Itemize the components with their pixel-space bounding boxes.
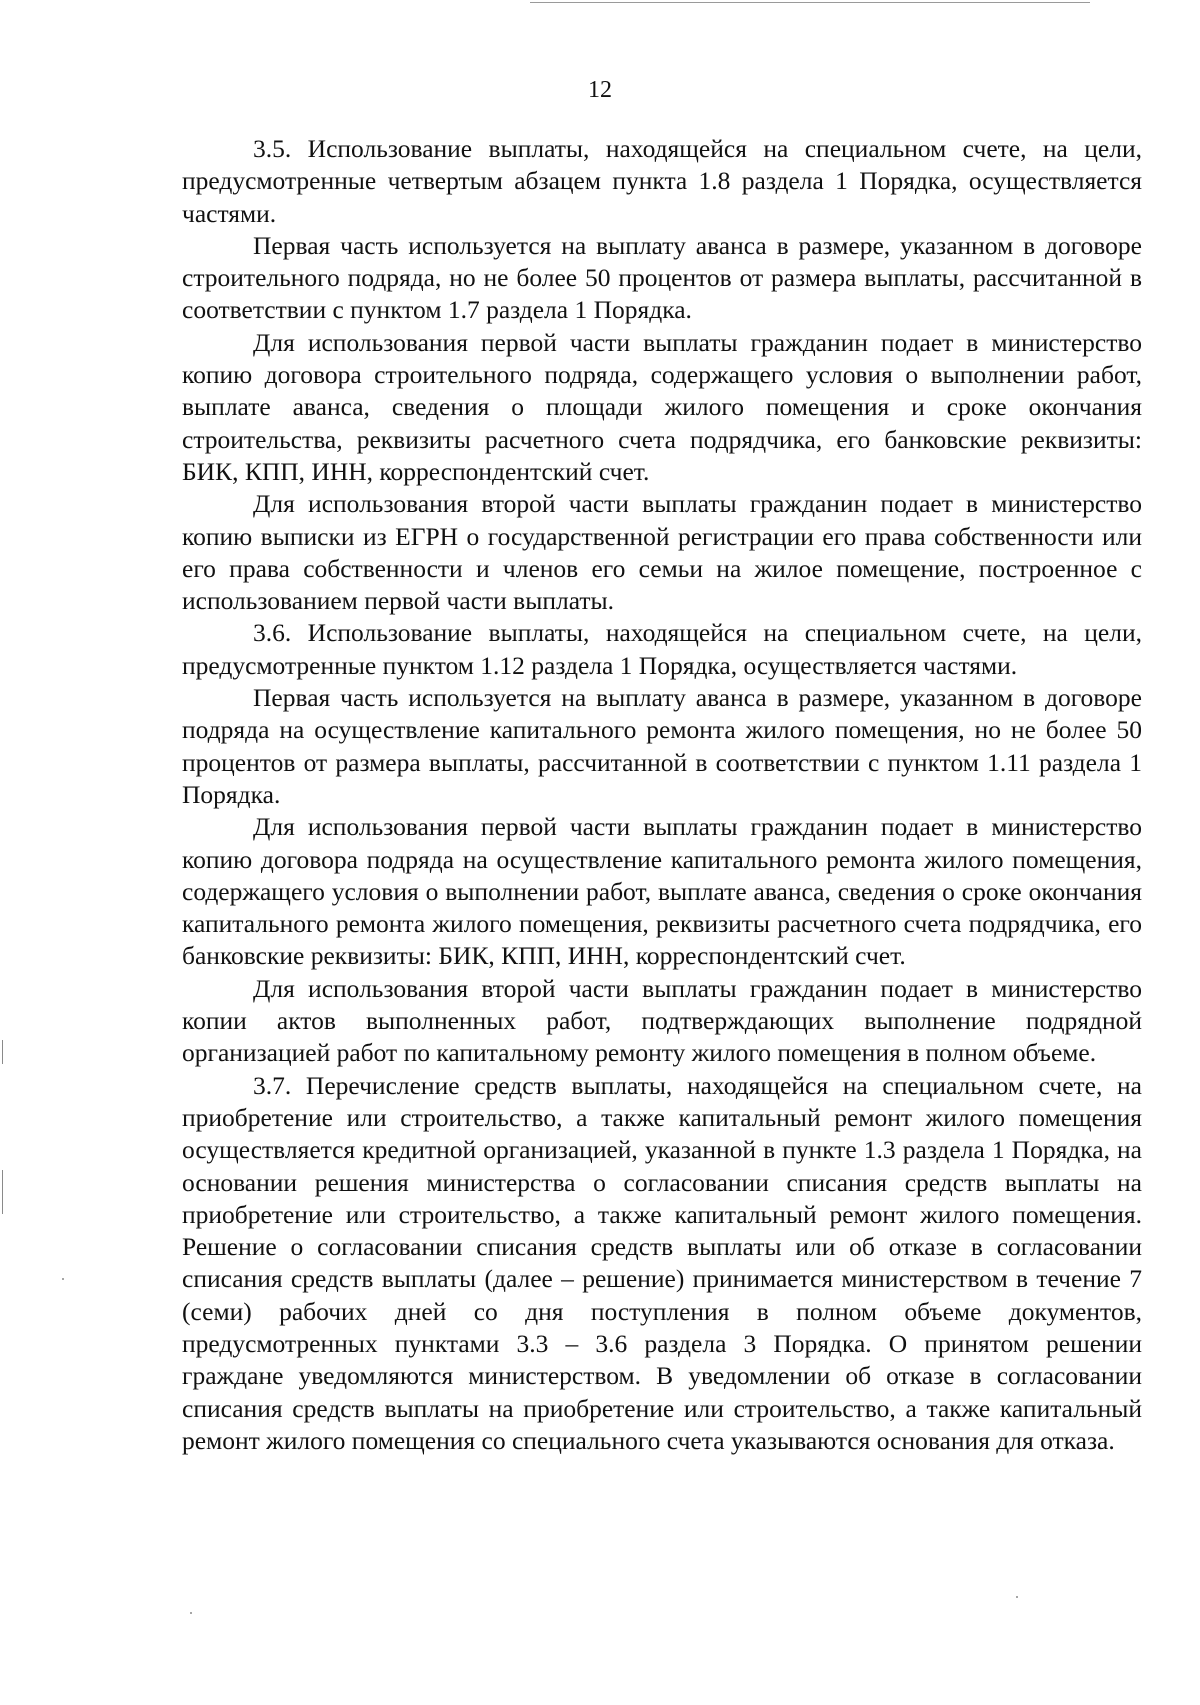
paragraph: Для использования первой части выплаты гражданин подает в министерство копию договора подряда на осуществление капитального ремонта жилого помещения, содержащего условия о выполнении работ, выплате аванса, сведения о сроке окончания капитального ремонта жилого помещения, реквизиты расчетного счета подрядчика, его банковские реквизиты: БИК, КПП, ИНН, корреспондентский счет. [182, 812, 1142, 971]
paragraph-3-5: 3.5. Использование выплаты, находящейся на специальном счете, на цели, предусмотренные четвертым абзацем пункта 1.8 раздела 1 Порядка, осуществляется частями. [182, 134, 1142, 228]
paragraph: Для использования первой части выплаты гражданин подает в министерство копию договора строительного подряда, содержащего условия о выполнении работ, выплате аванса, сведения о площади жилого помещения и сроке окончания строительства, реквизиты расчетного счета подрядчика, его банковские реквизиты: БИК, КПП, ИНН, корреспондентский счет. [182, 327, 1142, 486]
paragraph: Для использования второй части выплаты гражданин подает в министерство копию выписки из ЕГРН о государственной регистрации его права собственности или его права собственности и членов его семьи на жилое помещение, построенное с использованием первой части выплаты. [182, 489, 1142, 616]
page-number: 12 [588, 77, 612, 103]
paragraph-3-6: 3.6. Использование выплаты, находящейся на специальном счете, на цели, предусмотренные пунктом 1.12 раздела 1 Порядка, осуществляется частями. [182, 618, 1142, 680]
scan-left-edge-mark [2, 1170, 3, 1214]
paragraph: Для использования второй части выплаты гражданин подает в министерство копии актов выполненных работ, подтверждающих выполнение подрядной организацией работ по капитальному ремонту жилого помещения в полном объеме. [182, 973, 1142, 1068]
paragraph: Первая часть используется на выплату аванса в размере, указанном в договоре строительного подряда, но не более 50 процентов от размера выплаты, рассчитанной в соответствии с пунктом 1.7 раздела 1 Порядка. [182, 230, 1142, 325]
scan-speck [1016, 1596, 1018, 1598]
scan-left-edge-mark [2, 1040, 3, 1064]
scan-speck [62, 1278, 64, 1280]
paragraph: Первая часть используется на выплату аванса в размере, указанном в договоре подряда на осуществление капитального ремонта жилого помещения, но не более 50 процентов от размера выплаты, рассчитанной в соответствии с пунктом 1.11 раздела 1 Порядка. [182, 683, 1142, 809]
scan-top-edge-line [530, 2, 1090, 3]
document-body [182, 133, 1142, 1457]
paragraph-3-7: 3.7. Перечисление средств выплаты, находящейся на специальном счете, на приобретение или строительство, а также капитальный ремонт жилого помещения осуществляется кредитной организацией, указанной в пункте 1.3 раздела 1 Порядка, на основании решения министерства о согласовании списания средств выплаты на приобретение или строительство, а также капитальный ремонт жилого помещения. Решение о согласовании списания средств выплаты или об отказе в согласовании списания средств выплаты (далее – решение) принимается министерством в течение 7 (семи) рабочих дней со дня поступления в полном объеме документов, предусмотренных пунктами 3.3 – 3.6 раздела 3 Порядка. О принятом решении граждане уведомляются министерством. В уведомлении об отказе в согласовании списания средств выплаты на приобретение или строительство, а также капитальный ремонт жилого помещения со специального счета указываются основания для отказа. [182, 1070, 1142, 1455]
scan-speck [190, 1612, 192, 1614]
